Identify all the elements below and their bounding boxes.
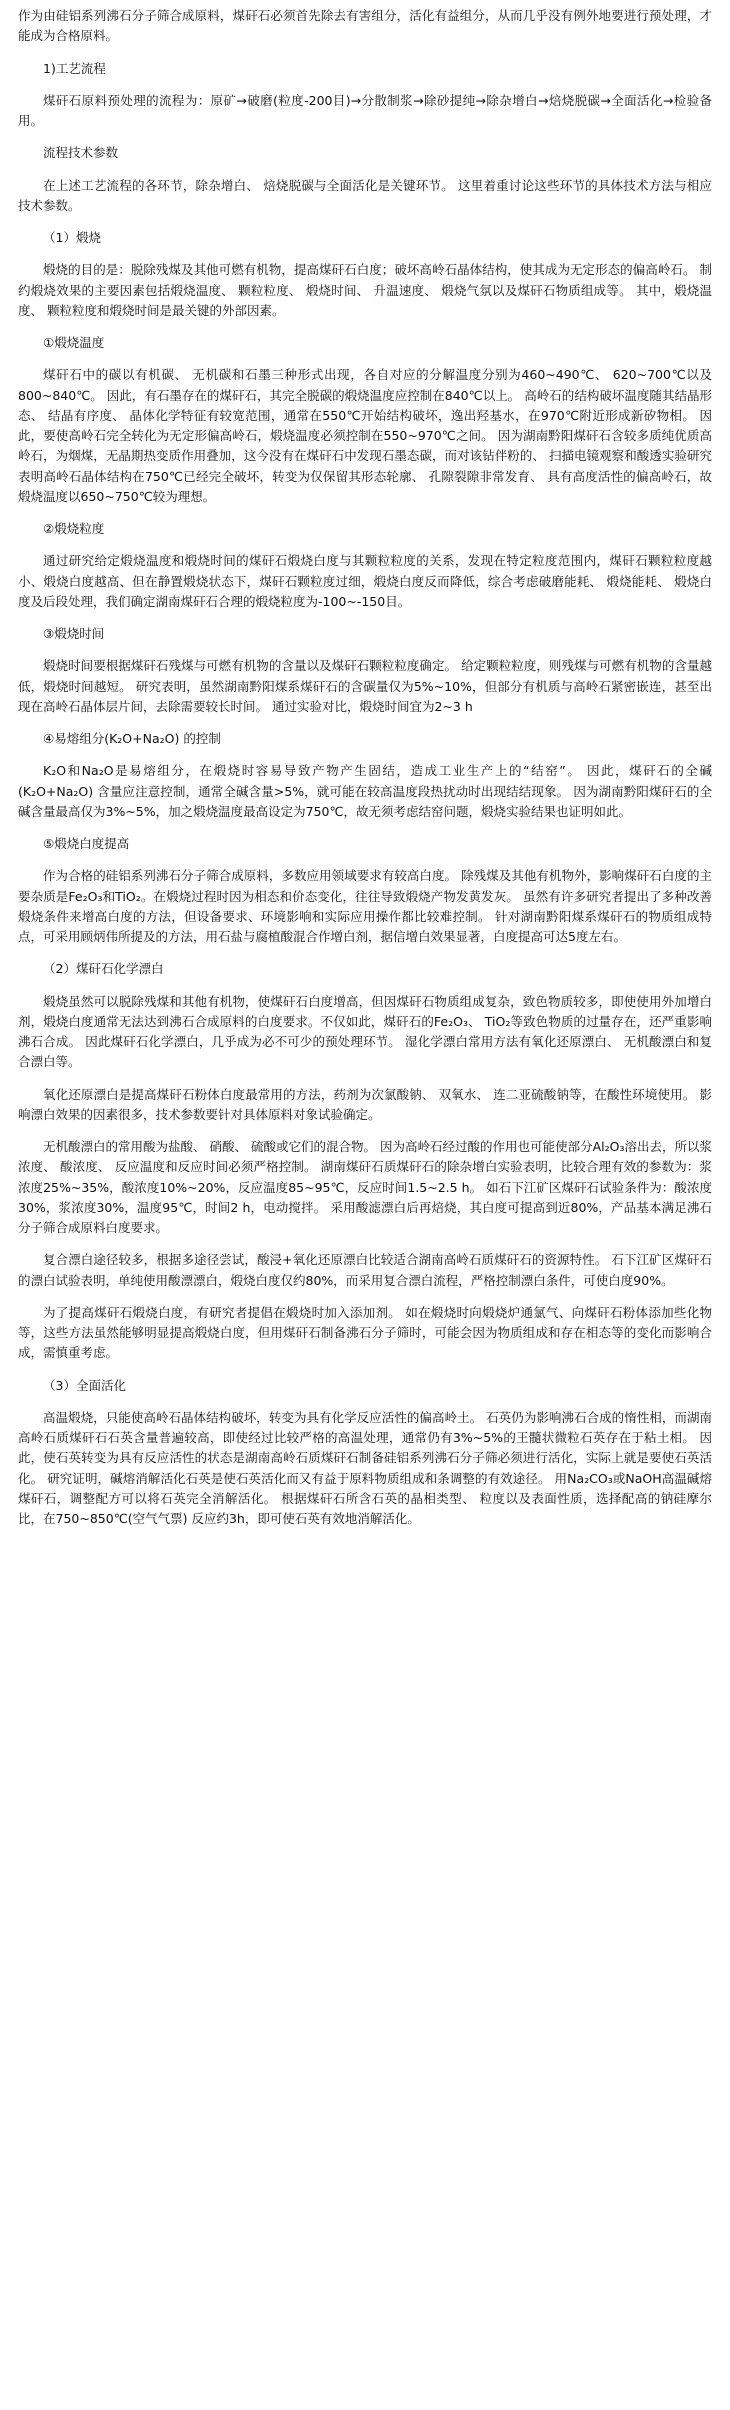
paragraph-sec-1-p2: 流程技术参数: [43, 145, 119, 161]
paragraph-sec-1-2-p4: 复合漂白途径较多，根据多途径尝试，酸浸+氧化还原漂白比较适合湖南高岭石质煤矸石的资源特性。 石下江矿区煤矸石的漂白试验表明，单纯使用酸漂漂白，煅烧白度仅约80%，而采用复合漂白流程，严格控制漂白条件，可使白度90%。: [18, 1252, 712, 1288]
paragraph-sec-1-1-3-p1: 煅烧时间要根据煤矸石残煤与可燃有机物的含量以及煤矸石颗粒粒度确定。 给定颗粒粒度，则残煤与可燃有机物的含量越低，煅烧时间越短。 研究表明，虽然湖南黔阳煤系煤矸石的含碳量仅为5%~10%，但部分有机质与高岭石紧密嵌连，甚至出现在高岭石晶体层片间，去除需要较长时间。 通过实验对比，煅烧时间宜为2~3 h: [18, 658, 712, 714]
paragraph-sec-1-1-3-title: ③煅烧时间: [43, 626, 105, 641]
paragraph-sec-1-2-p5: 为了提高煤矸石煅烧白度，有研究者提倡在煅烧时加入添加剂。 如在煅烧时向煅烧炉通氯气、向煤矸石粉体添加些化物等，这些方法虽然能够明显提高煅烧白度，但用煤矸石制备沸石分子筛时，可能会因为物质组成和存在相态等的变化而影响合成，需慎重考虑。: [18, 1304, 712, 1361]
paragraph-sec-1-1-4-title: ④易熔组分(K₂O+Na₂O) 的控制: [43, 731, 221, 746]
paragraph-sec-1-2-p3: 无机酸漂白的常用酸为盐酸、 硝酸、 硫酸或它们的混合物。 因为高岭石经过酸的作用也可能使部分Al₂O₃溶出去，所以浆浓度、 酸浓度、 反应温度和反应时间必须严格控制。 湖南煤矸石质煤矸石的除杂增白实验表明，比较合理有效的参数为：浆浓度25%~35%，酸浓度10%~20%，反应温度85~95℃，反应时间1.5~2.5 h。 如石下江矿区煤矸石试验条件为：酸浓度30%，浆浓度30%，温度95℃，时间2 h，电动搅拌。 采用酸滤漂白后再焙烧，其白度可提高到近80%，产品基本满足沸石分子筛合成原料白度要求。: [18, 1139, 712, 1235]
paragraph-sec-1-1-title: （1）煅烧: [43, 230, 101, 245]
paragraph-sec-1-1-p1: 煅烧的目的是：脱除残煤及其他可燃有机物，提高煤矸石白度；破坏高岭石晶体结构，使其成为无定形态的偏高岭石。 制约煅烧效果的主要因素包括煅烧温度、 颗粒粒度、 煅烧时间、 升温速度、 煅烧气氛以及煤矸石物质组成等。 其中，煅烧温度、 颗粒粒度和煅烧时间是最关键的外部因素。: [18, 262, 712, 318]
paragraph-sec-1-p1: 煤矸石原料预处理的流程为：原矿→破磨(粒度-200目)→分散制浆→除砂提纯→除杂增白→焙烧脱碳→全面活化→检验备用。: [18, 92, 712, 128]
paragraph-sec-1-1-5-p1: 作为合格的硅铝系列沸石分子筛合成原料，多数应用领域要求有较高白度。 除残煤及其他有机物外，影响煤矸石白度的主要杂质是Fe₂O₃和TiO₂。在煅烧过程时因为相态和价态变化，往往导致煅烧产物发黄发灰。 虽然有许多研究者提出了多种改善煅烧条件来增高白度的方法，但设备要求、环境影响和实际应用操作都比较难控制。 针对湖南黔阳煤系煤矸石的物质组成特点，可采用顾炳伟所提及的方法，用石盐与腐植酸混合作增白剂，据信增白效果显著，白度提高可达5度左右。: [18, 868, 712, 944]
paragraph-sec-1-title: 1)工艺流程: [43, 60, 106, 76]
paragraph-sec-1-2-p1: 煅烧虽然可以脱除残煤和其他有机物，使煤矸石白度增高，但因煤矸石物质组成复杂，致色物质较多，即使使用外加增白剂，煅烧白度通常无法达到沸石合成原料的白度要求。不仅如此，煤矸石的Fe₂O₃、 TiO₂等致色物质的过量存在，还严重影响沸石合成。 因此煤矸石化学漂白，几乎成为必不可少的预处理环节。 湿化学漂白常用方法有氧化还原漂白、 无机酸漂白和复合漂白等。: [18, 993, 712, 1070]
paragraph-intro-1: 作为由硅铝系列沸石分子筛合成原料，煤矸石必须首先除去有害组分，活化有益组分，从而几乎没有例外地要进行预处理，才能成为合格原料。: [18, 8, 712, 44]
paragraph-sec-1-p3: 在上述工艺流程的各环节，除杂增白、 焙烧脱碳与全面活化是关键环节。 这里着重讨论这些环节的具体技术方法与相应技术参数。: [18, 177, 712, 213]
paragraph-sec-1-1-1-p1: 煤矸石中的碳以有机碳、 无机碳和石墨三种形式出现，各自对应的分解温度分别为460~490℃、 620~700℃以及800~840℃。 因此，有石墨存在的煤矸石，其完全脱碳的煅烧温度应控制在840℃以上。 高岭石的结构破坏温度随其结晶形态、 结晶有序度、 晶体化学特征有较宽范围，通常在550℃开始结构破坏，逸出羟基水，在970℃附近形成新矽物相。 因此，要使高岭石完全转化为无定形偏高岭石，煅烧温度必须控制在550~970℃之间。 因为湖南黔阳煤矸石含较多质纯优质高岭石，为烟煤，无晶期热变质作用叠加，这今没有在煤矸石中发现石墨态碳，而对该钻伴粉的、 扫描电镜观察和酸透实验研究表明高岭石晶体结构在750℃已经完全破坏，转变为仅保留其形态轮廓、 孔隙裂隙非常发育、 具有高度活性的偏高岭石，故煅烧温度以650~750℃较为理想。: [18, 367, 712, 504]
paragraph-sec-1-1-4-p1: K₂O和Na₂O是易熔组分，在煅烧时容易导致产物产生固结，造成工业生产上的“结窑”。 因此，煤矸石的全碱(K₂O+Na₂O) 含量应注意控制，通常全碱含量>5%，就可能在较高温度段热扰动时出现结结现象。 因为湖南黔阳煤矸石的全碱含量最高仅为3%~5%，加之煅烧温度最高设定为750℃，故无须考虑结窑问题，煅烧实验结果也证明如此。: [18, 763, 712, 819]
paragraph-sec-1-1-1-title: ①煅烧温度: [43, 335, 105, 350]
paragraph-sec-1-1-5-title: ⑤煅烧白度提高: [43, 836, 130, 851]
paragraph-sec-1-3-title: （3）全面活化: [43, 1377, 126, 1393]
paragraph-sec-1-2-title: （2）煤矸石化学漂白: [43, 961, 164, 977]
paragraph-sec-1-3-p1: 高温煅烧，只能使高岭石晶体结构破坏，转变为具有化学反应活性的偏高岭土。 石英仍为影响沸石合成的惰性相，而湖南高岭石质煤矸石石英含量普遍较高，即使经过比较严格的高温处理，通常仍有3%~5%的王髓状微粒石英存在于粘土相。 因此，使石英转变为具有反应活性的状态是湖南高岭石质煤矸石制备硅铝系列沸石分子筛必须进行活化，实际上就是要使石英活化。 研究证明，碱熔消解活化石英是使石英活化而又有益于原料物质组成和条调整的有效途径。 用Na₂CO₃或NaOH高温碱熔煤矸石，调整配方可以将石英完全消解活化。 根据煤矸石所含石英的晶相类型、 粒度以及表面性质，选择配高的钠硅摩尔比，在750~850℃(空气气票) 反应约3h，即可使石英有效地消解活化。: [18, 1409, 712, 1526]
paragraph-sec-1-2-p2: 氧化还原漂白是提高煤矸石粉体白度最常用的方法，药剂为次氯酸钠、 双氧水、 连二亚硫酸钠等，在酸性环境使用。 影响漂白效果的因素很多，技术参数要针对具体原料对象试验确定。: [18, 1086, 712, 1122]
paragraph-sec-1-1-2-p1: 通过研究给定煅烧温度和煅烧时间的煤矸石煅烧白度与其颗粒粒度的关系，发现在特定粒度范围内，煤矸石颗粒粒度越小、煅烧白度越高、但在静置煅烧状态下，煤矸石颗粒度过细，煅烧白度反而降低，综合考虑破磨能耗、 煅烧能耗、 煅烧白度及后段处理，我们确定湖南煤矸石合理的煅烧粒度为-100~-150目。: [18, 553, 712, 609]
paragraph-sec-1-1-2-title: ②煅烧粒度: [43, 521, 105, 536]
